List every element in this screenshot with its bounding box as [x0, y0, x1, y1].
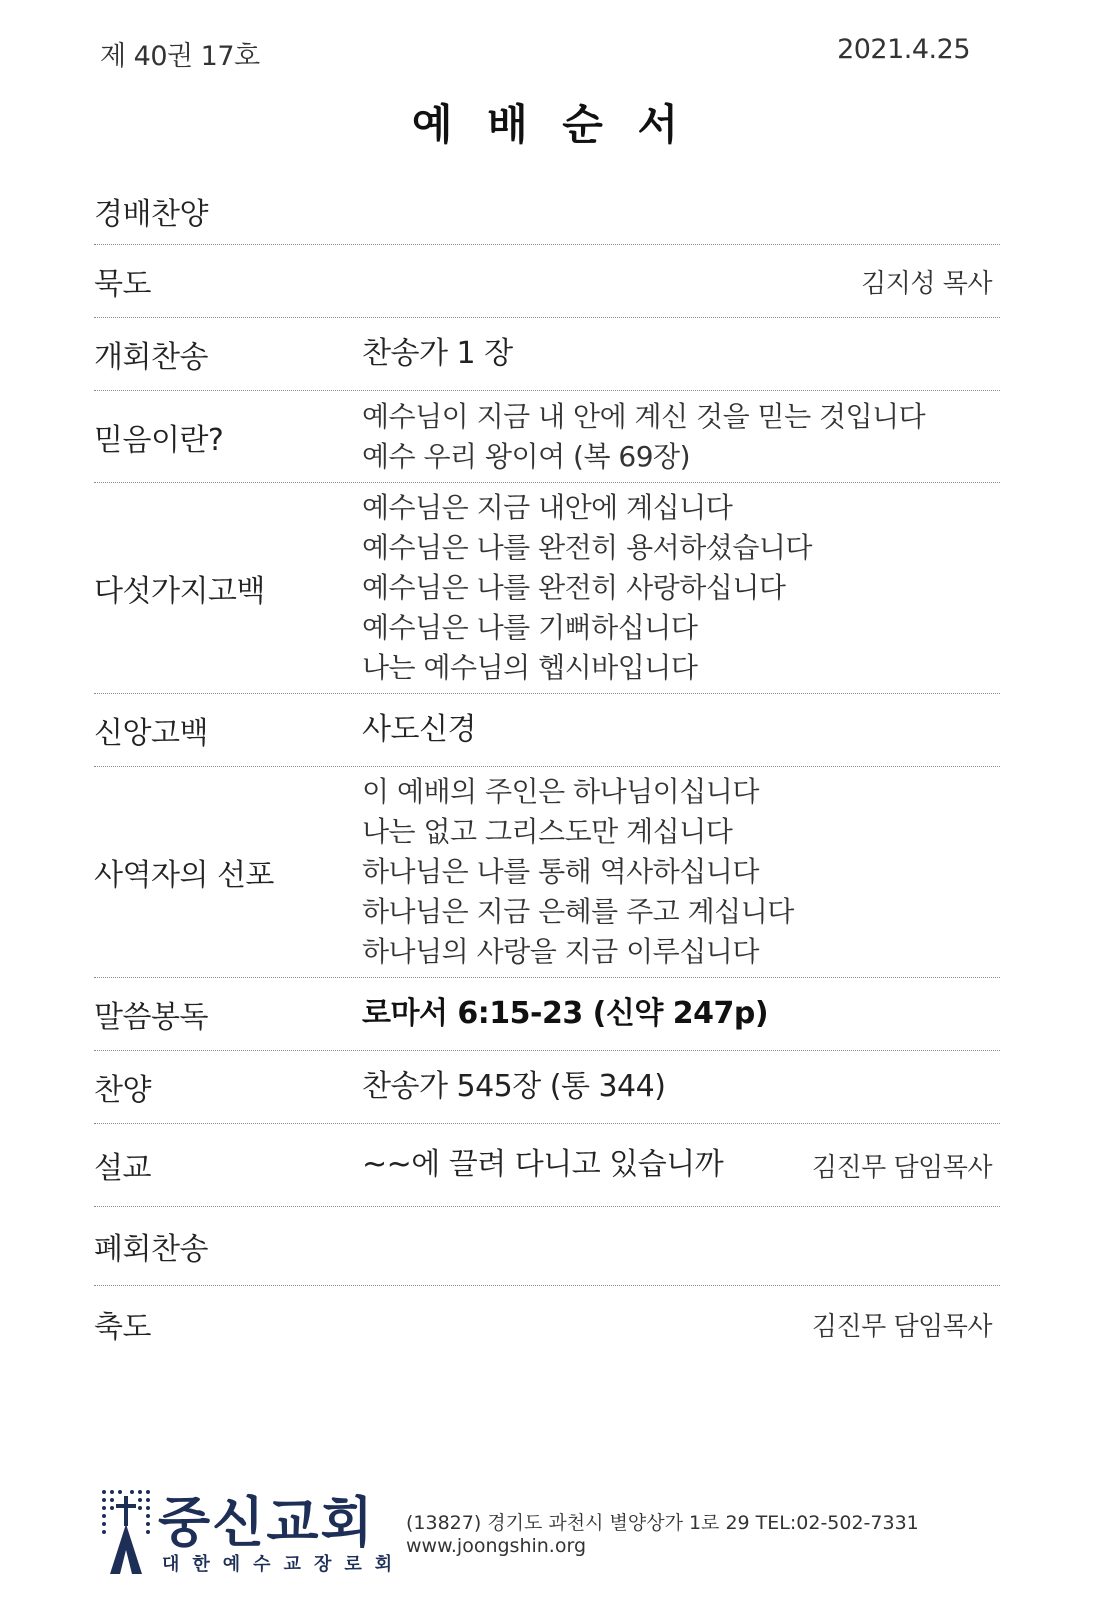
church-website: www.joongshin.org — [406, 1535, 587, 1557]
order-leader: 김지성 목사 — [861, 268, 992, 299]
order-label: 설교 — [94, 1151, 151, 1186]
order-line: 찬송가 1 장 — [362, 336, 513, 371]
order-line: 나는 없고 그리스도만 계십니다 — [362, 815, 733, 848]
order-row-scripture — [94, 978, 1000, 1051]
issue-number: 제 40권 17호 — [100, 41, 260, 72]
church-address: (13827) 경기도 과천시 별양상가 1로 29 TEL:02-502-7331 — [406, 1512, 919, 1534]
order-row-creed — [94, 694, 1000, 767]
order-row-silent-prayer — [94, 245, 1000, 318]
order-line: 예수님은 나를 완전히 사랑하십니다 — [362, 571, 786, 604]
order-content — [362, 994, 1000, 1034]
order-line: 하나님은 나를 통해 역사하십니다 — [362, 855, 759, 888]
order-leader: 김진무 담임목사 — [811, 1311, 992, 1342]
order-label: 개회찬송 — [94, 340, 208, 375]
order-content — [362, 772, 1000, 972]
order-row-declaration — [94, 767, 1000, 978]
footer — [100, 1488, 960, 1578]
order-content — [362, 488, 1000, 688]
order-line: 하나님의 사랑을 지금 이루십니다 — [362, 935, 759, 968]
order-row-sermon — [94, 1124, 1000, 1207]
order-label: 신앙고백 — [94, 716, 208, 751]
order-row-benediction — [94, 1286, 1000, 1362]
order-line: 하나님은 지금 은혜를 주고 계십니다 — [362, 895, 794, 928]
order-line: 예수님이 지금 내 안에 계신 것을 믿는 것입니다 — [362, 399, 926, 433]
order-line: ~~에 끌려 다니고 있습니까 — [362, 1147, 724, 1182]
worship-order — [94, 178, 1000, 1362]
order-line: 로마서 6:15-23 (신약 247p) — [362, 996, 769, 1031]
order-content — [362, 710, 1000, 750]
order-label: 믿음이란? — [94, 422, 224, 458]
order-row-faith — [94, 391, 1000, 483]
order-line: 찬송가 545장 (통 344) — [362, 1069, 666, 1104]
page-title: 예 배 순 서 — [411, 100, 689, 149]
order-line: 예수님은 나를 기뻐하십니다 — [362, 611, 698, 644]
order-label: 축도 — [94, 1310, 151, 1345]
order-label: 폐회찬송 — [94, 1232, 208, 1267]
bulletin-date: 2021.4.25 — [837, 34, 970, 65]
order-row-five-confessions — [94, 483, 1000, 694]
order-row-opening-hymn — [94, 318, 1000, 391]
order-content — [362, 397, 1000, 477]
order-label: 묵도 — [94, 267, 151, 302]
order-label: 경배찬양 — [94, 197, 208, 232]
church-logo-icon — [100, 1488, 152, 1576]
order-leader: 김진무 담임목사 — [811, 1152, 992, 1183]
order-line: 사도신경 — [362, 712, 476, 747]
order-line: 이 예배의 주인은 하나님이십니다 — [362, 775, 759, 808]
church-name: 중신교회 — [158, 1491, 375, 1554]
denomination: 대한예수교장로회 — [162, 1554, 406, 1575]
order-line: 나는 예수님의 헵시바입니다 — [362, 651, 698, 684]
order-content — [362, 1067, 1000, 1107]
order-line: 예수님은 지금 내안에 계십니다 — [362, 491, 733, 524]
order-row-praise — [94, 178, 1000, 245]
order-row-closing-hymn — [94, 1207, 1000, 1286]
order-line: 예수 우리 왕이여 (복 69장) — [362, 439, 691, 473]
order-label: 사역자의 선포 — [94, 858, 274, 893]
order-label: 찬양 — [94, 1073, 151, 1108]
order-label: 말씀봉독 — [94, 1000, 208, 1035]
order-content — [362, 334, 1000, 374]
order-label: 다섯가지고백 — [94, 574, 265, 609]
order-row-hymn — [94, 1051, 1000, 1124]
order-line: 예수님은 나를 완전히 용서하셨습니다 — [362, 531, 812, 564]
